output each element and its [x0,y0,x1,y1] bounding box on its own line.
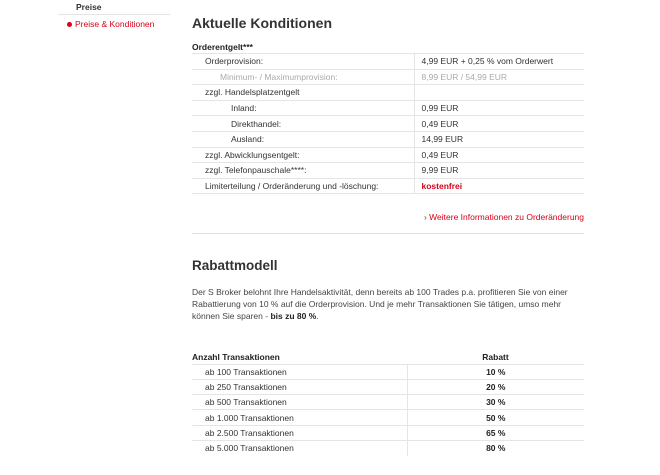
more-info-link[interactable]: › Weitere Informationen zu Orderänderung [423,212,584,222]
row-label: Direkthandel: [192,116,414,132]
conditions-table [192,53,584,194]
table-row [192,85,584,101]
row-label: ab 100 Transaktionen [192,364,407,379]
row-label: Minimum- / Maximumprovision: [192,69,414,85]
row-label: ab 2.500 Transaktionen [192,425,407,440]
page-title: Aktuelle Konditionen [192,15,332,31]
intro-bold: bis zu 80 % [270,311,317,321]
table-row [192,54,584,70]
row-label: ab 250 Transaktionen [192,379,407,394]
row-value [414,85,584,101]
row-label: zzgl. Telefonpauschale****: [192,163,414,179]
row-value: 14,99 EUR [414,131,584,147]
table-row [192,100,584,116]
row-value: 8,99 EUR / 54,99 EUR [414,69,584,85]
row-value: 50 % [407,410,584,425]
row-value: 10 % [407,364,584,379]
rabatt-title: Rabattmodell [192,258,278,273]
table-row [192,410,584,425]
row-value: 4,99 EUR + 0,25 % vom Orderwert [414,54,584,70]
row-value: 0,99 EUR [414,100,584,116]
row-label: Orderprovision: [192,54,414,70]
table-row [192,147,584,163]
row-value: 0,49 EUR [414,147,584,163]
row-label: Limiterteilung / Orderänderung und -löschung: [192,178,414,194]
table-row [192,69,584,85]
table-row [192,131,584,147]
sidebar-item-label: Preise & Konditionen [75,19,155,29]
table-row [192,163,584,179]
table-row [192,364,584,379]
row-value: 30 % [407,395,584,410]
orderentgelt-heading: Orderentgelt*** [192,42,253,52]
table-row [192,379,584,394]
row-label: ab 500 Transaktionen [192,395,407,410]
sidebar-item-preise[interactable]: Preise [58,0,170,15]
row-value-highlight: kostenfrei [414,178,584,194]
row-label: ab 5.000 Transaktionen [192,440,407,455]
row-label: Inland: [192,100,414,116]
table-row [192,116,584,132]
table-row [192,425,584,440]
row-label: Ausland: [192,131,414,147]
row-value: 20 % [407,379,584,394]
sidebar-item-preise-konditionen[interactable] [58,17,170,32]
rabatt-intro [192,286,584,322]
section-divider [192,233,584,234]
row-value: 9,99 EUR [414,163,584,179]
row-value: 80 % [407,440,584,455]
col-header-transactions: Anzahl Transaktionen [192,351,280,362]
col-header-rabatt: Rabatt [482,351,509,362]
sidebar-nav [58,0,170,32]
table-header-row [192,350,584,364]
row-value: 0,49 EUR [414,116,584,132]
rabatt-table [192,350,584,456]
row-label: zzgl. Abwicklungsentgelt: [192,147,414,163]
intro-text: Der S Broker belohnt Ihre Handelsaktivität, denn bereits ab 100 Trades p.a. profitieren Sie von einer Rabattierung von 10 % auf die Orderprovision. Und je mehr Transaktionen Sie tätigen, umso mehr können Sie sparen - [192,287,568,321]
table-row [192,178,584,194]
table-row [192,440,584,455]
intro-end: . [316,311,319,321]
row-label: ab 1.000 Transaktionen [192,410,407,425]
bullet-icon [67,22,72,27]
row-label: zzgl. Handelsplatzentgelt [192,85,414,101]
row-value: 65 % [407,425,584,440]
table-row [192,395,584,410]
